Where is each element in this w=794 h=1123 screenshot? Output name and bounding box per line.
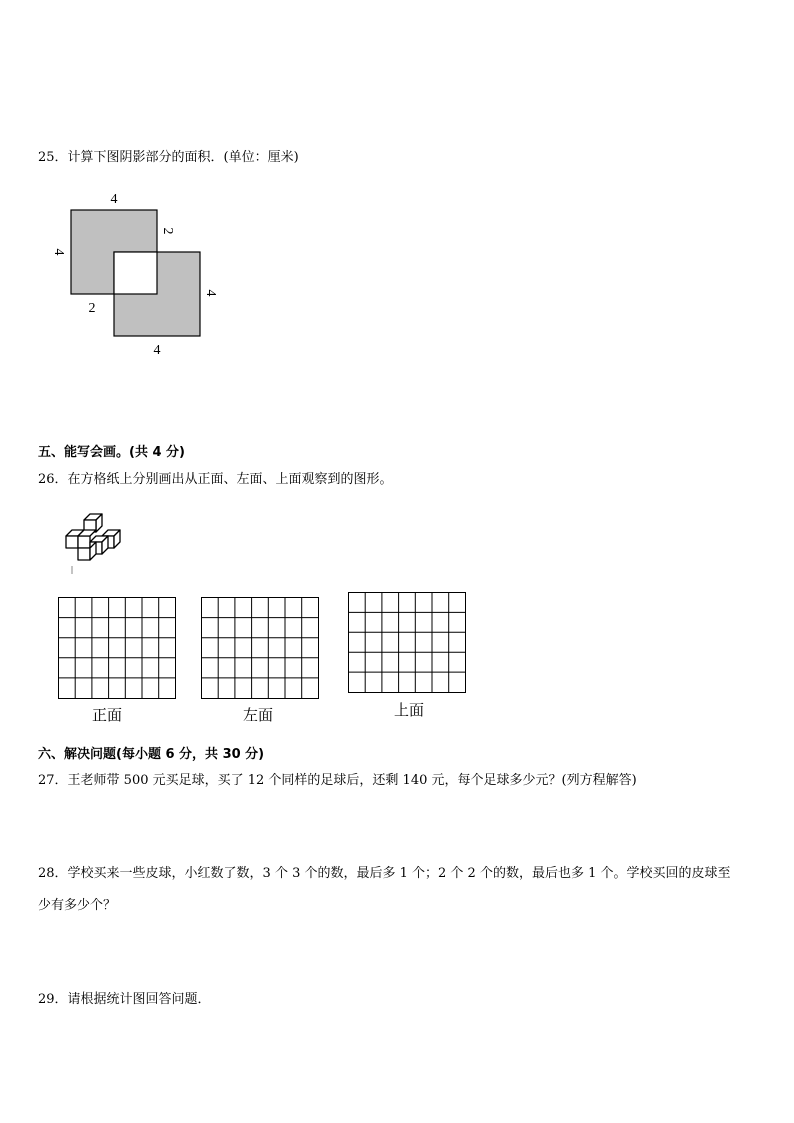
lower-square xyxy=(114,252,200,336)
label-bottom: 4 xyxy=(153,343,161,358)
overlap-square xyxy=(114,252,157,294)
section-six-heading: 六、解决问题(每小题 6 分，共 30 分) xyxy=(38,747,265,762)
question-26: 26．在方格纸上分别画出从正面、左面、上面观察到的图形。 xyxy=(38,472,393,487)
grid-top[interactable] xyxy=(348,592,466,693)
label-bottom-left: 2 xyxy=(88,301,96,316)
question-29: 29．请根据统计图回答问题． xyxy=(38,992,211,1007)
upper-square xyxy=(71,210,157,294)
cube-stack-drawing xyxy=(56,508,136,578)
grid-left-label: 左面 xyxy=(243,706,274,724)
label-right: 4 xyxy=(203,289,218,297)
question-27: 27．王老师带 500 元买足球，买了 12 个同样的足球后，还剩 140 元，每个足球多少元？(列方程解答) xyxy=(38,773,637,788)
question-28-line-1: 28．学校买来一些皮球，小红数了数，3 个 3 个的数，最后多 1 个；2 个 2 个的数，最后也多 1 个。学校买回的皮球至 xyxy=(38,866,731,881)
label-right-upper: 2 xyxy=(160,227,175,235)
grid-left[interactable] xyxy=(201,597,319,699)
label-top: 4 xyxy=(110,192,118,207)
grid-front-label: 正面 xyxy=(92,706,123,724)
grid-front[interactable] xyxy=(58,597,176,699)
question-25: 25．计算下图阴影部分的面积．(单位：厘米) xyxy=(38,150,299,165)
question-28-line-2: 少有多少个？ xyxy=(38,898,117,913)
grid-top-label: 上面 xyxy=(394,701,425,719)
label-left: 4 xyxy=(51,248,66,256)
section-five-heading: 五、能写会画。(共 4 分) xyxy=(38,445,185,460)
